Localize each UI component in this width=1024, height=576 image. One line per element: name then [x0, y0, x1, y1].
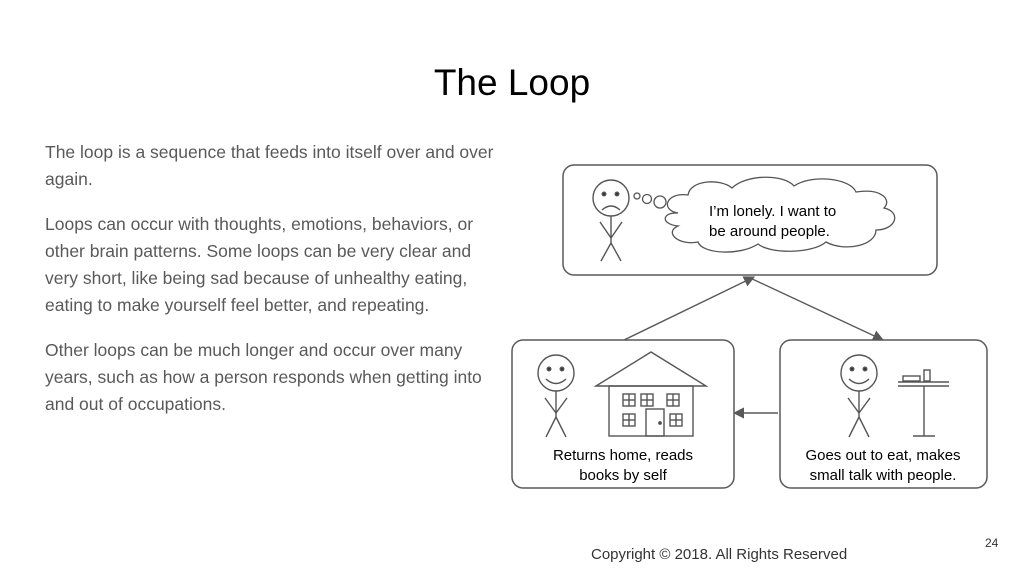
home-caption-line-1: Returns home, reads [552, 447, 694, 464]
arrow-home-to-thought [624, 277, 754, 340]
paragraph-long-loops: Other loops can be much longer and occur over many years, such as how a person responds when getting into and out of occupations. [45, 340, 482, 414]
body-text [45, 139, 495, 436]
loop-diagram [500, 150, 1000, 510]
arrow-thought-to-eat [748, 277, 883, 340]
page-number: 24 [985, 536, 999, 550]
goes-out-to-eat-box [780, 340, 987, 488]
paragraph-loop-definition: The loop is a sequence that feeds into itself over and over again. [45, 142, 494, 189]
eat-caption-line-2: small talk with people. [809, 467, 957, 484]
slide-title: The Loop [433, 62, 591, 103]
paragraph-loop-examples: Loops can occur with thoughts, emotions, behaviors, or other brain patterns. Some loops can be very clear and very short, like being sad because of unhealthy eating, eating to make yourself feel better, and repeating. [45, 214, 474, 315]
returns-home-box [512, 340, 734, 488]
lonely-thought-box [563, 165, 937, 275]
thought-text-line-1: I’m lonely. I want to [709, 203, 837, 220]
eat-caption-line-1: Goes out to eat, makes [805, 447, 961, 464]
home-caption-line-2: books by self [579, 467, 667, 484]
thought-text-line-2: be around people. [709, 223, 830, 240]
copyright-notice: Copyright © 2018. All Rights Reserved [591, 546, 848, 563]
